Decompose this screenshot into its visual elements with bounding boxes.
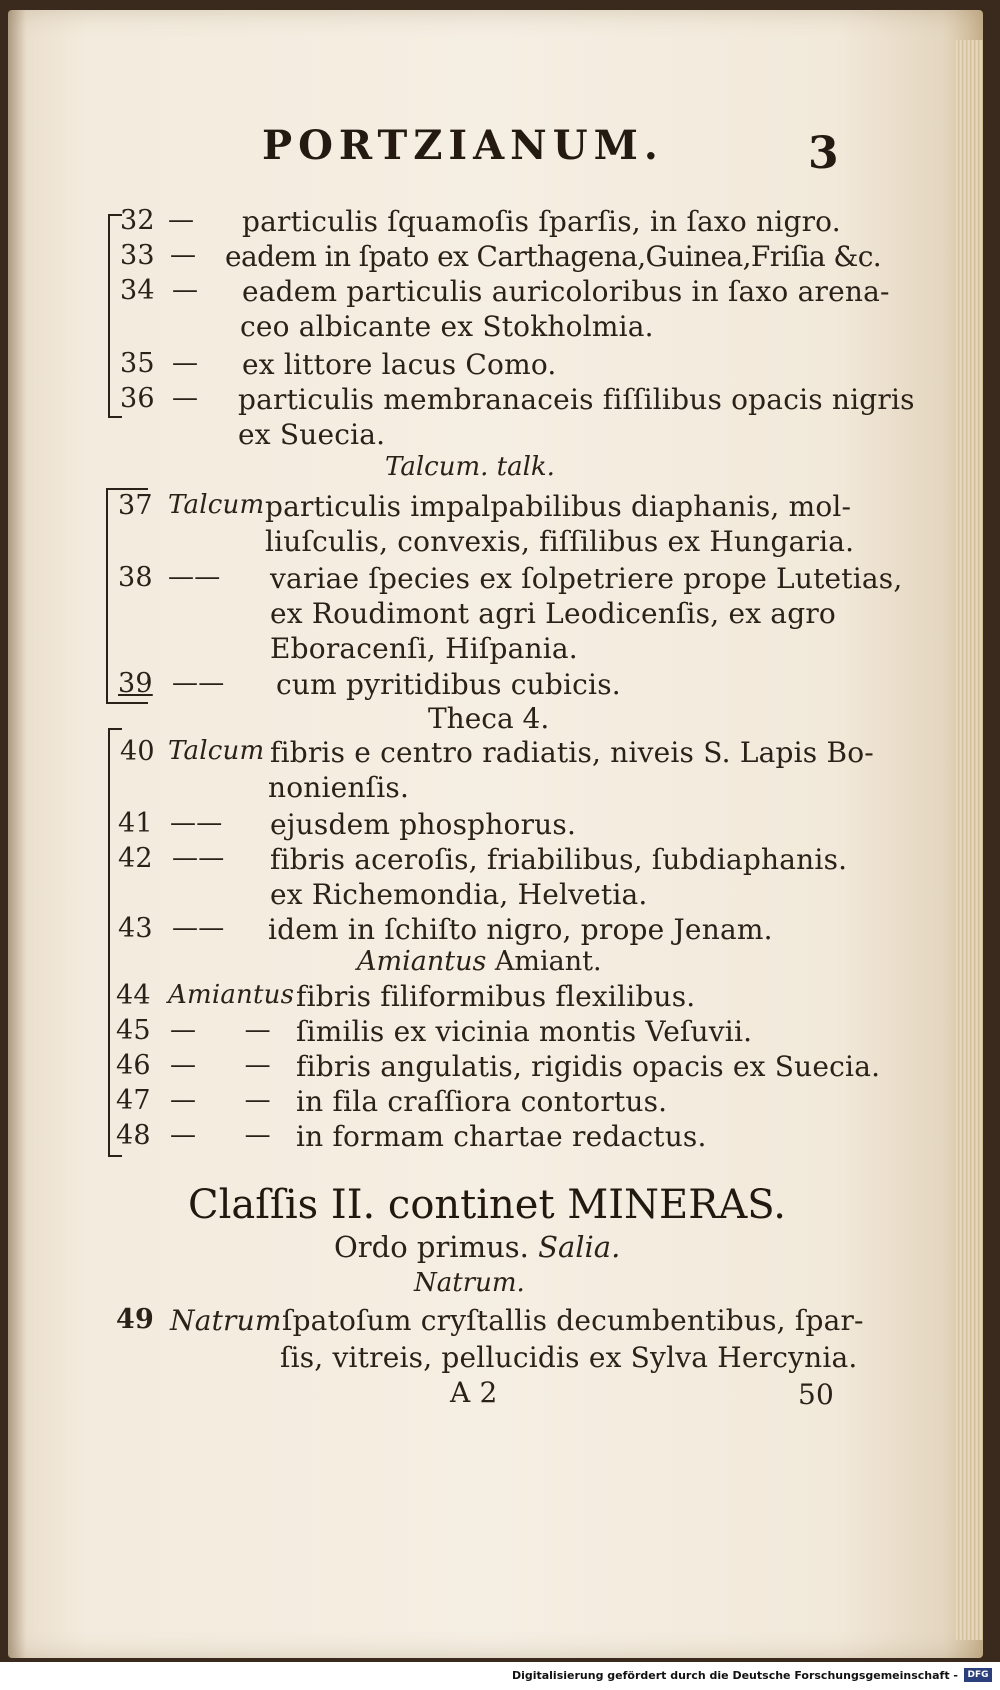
funding-notice: Digitalisierung gefördert durch die Deutsche Forschungsgemeinschaft - — [511, 1669, 958, 1682]
heading-rest: Amiant. — [486, 946, 602, 977]
entry-text-continuation: ex Richemondia, Helvetia. — [270, 878, 648, 911]
entry-text: particulis impalpabilibus diaphanis, mol- — [265, 490, 852, 523]
entry-number: 41 — [118, 808, 153, 839]
entry-dash: — — [170, 240, 197, 270]
entry-number: 42 — [118, 843, 153, 874]
entry-text: ſimilis ex vicinia montis Veſuvii. — [296, 1015, 753, 1048]
section-heading-amiantus — [357, 946, 602, 977]
entry-text: ejusdem phosphorus. — [270, 808, 577, 841]
entry-number: 36 — [120, 383, 155, 414]
entry-number: 39 — [118, 668, 153, 699]
running-header: PORTZIANUM. — [262, 122, 664, 169]
entry-text: fibris angulatis, rigidis opacis ex Suecia. — [296, 1050, 881, 1083]
entry-dash: —— — [172, 913, 225, 943]
catchword: 50 — [798, 1378, 835, 1411]
signature-mark: A 2 — [450, 1376, 498, 1409]
entry-text: ex littore lacus Como. — [242, 348, 557, 381]
entry-number: 34 — [120, 275, 155, 306]
entry-number: 43 — [118, 913, 153, 944]
entry-number: 44 — [116, 980, 151, 1011]
class-title: Claſſis II. continet MINERAS. — [188, 1182, 786, 1228]
entry-text: particulis membranaceis fiſſilibus opacis nigris — [238, 383, 915, 416]
entry-dash: — — — [170, 1015, 271, 1045]
entry-label: Natrum — [170, 1304, 282, 1337]
ordo-italic: Salia. — [538, 1230, 621, 1264]
entry-number: 47 — [116, 1085, 151, 1116]
entry-dash: — — [172, 348, 199, 378]
entry-label: Talcum — [168, 736, 265, 766]
section-heading-talcum: Talcum. talk. — [385, 452, 555, 482]
entry-dash: — — — [170, 1050, 271, 1080]
entry-text: fibris aceroſis, friabilibus, ſubdiaphanis. — [270, 843, 848, 876]
entry-text: in fila craſſiora contortus. — [296, 1085, 668, 1118]
entry-text: fibris e centro radiatis, niveis S. Lapis Bo- — [270, 736, 874, 769]
entry-dash: — — [168, 205, 195, 235]
entry-dash: —— — [168, 562, 221, 592]
entry-text-continuation: liuſculis, convexis, fiſſilibus ex Hungaria. — [265, 525, 855, 558]
subheading-natrum: Natrum. — [414, 1268, 525, 1298]
entry-text-continuation: ex Roudimont agri Leodicenſis, ex agro — [270, 597, 836, 630]
heading-italic: Amiantus — [357, 946, 487, 977]
entry-text: variae ſpecies ex ſolpetriere prope Lutetias, — [270, 562, 903, 595]
entry-number: 46 — [116, 1050, 151, 1081]
entry-text: fibris filiformibus flexilibus. — [296, 980, 696, 1013]
entry-dash: —— — [172, 843, 225, 873]
entry-dash: — — — [170, 1085, 271, 1115]
entry-dash: —— — [172, 668, 225, 698]
entry-text: eadem particulis auricoloribus in ſaxo arena- — [242, 275, 890, 308]
dfg-logo: DFG — [964, 1668, 992, 1682]
entry-label: Amiantus — [168, 980, 295, 1010]
entry-dash: — — — [170, 1120, 271, 1150]
ordo-plain: Ordo primus. — [334, 1230, 539, 1264]
entry-text: ſpatoſum cryſtallis decumbentibus, ſpar- — [282, 1304, 864, 1337]
entry-number: 49 — [116, 1304, 154, 1335]
entry-number: 48 — [116, 1120, 151, 1151]
entry-text: cum pyritidibus cubicis. — [276, 668, 621, 701]
section-heading-theca: Theca 4. — [428, 702, 550, 735]
footer-bar — [0, 1662, 1000, 1690]
entry-dash: —— — [170, 808, 223, 838]
ordo-line — [334, 1230, 620, 1264]
entry-text: idem in ſchiſto nigro, prope Jenam. — [268, 913, 773, 946]
page-number: 3 — [808, 128, 839, 179]
entry-label: Talcum — [168, 490, 265, 520]
entry-number: 40 — [120, 736, 155, 767]
entry-number: 45 — [116, 1015, 151, 1046]
entry-text: in formam chartae redactus. — [296, 1120, 707, 1153]
entry-text-continuation: nonienſis. — [268, 771, 410, 804]
entry-number: 33 — [120, 240, 155, 271]
entry-dash: — — [172, 383, 199, 413]
entry-number: 37 — [118, 490, 153, 521]
entry-text: eadem in ſpato ex Carthagena,Guinea,Friſia &c. — [225, 240, 882, 273]
spine-shadow — [8, 10, 26, 1658]
entry-text-continuation: Eboracenſi, Hiſpania. — [270, 632, 578, 665]
entry-number: 32 — [120, 205, 155, 236]
entry-text-continuation: ceo albicante ex Stokholmia. — [240, 310, 654, 343]
entry-text: particulis ſquamoſis ſparſis, in ſaxo nigro. — [242, 205, 841, 238]
entry-number: 35 — [120, 348, 155, 379]
page-edge — [955, 40, 983, 1640]
entry-number: 38 — [118, 562, 153, 593]
entry-text-continuation: ex Suecia. — [238, 418, 386, 451]
entry-dash: — — [172, 275, 199, 305]
entry-text-continuation: ſis, vitreis, pellucidis ex Sylva Hercynia. — [280, 1341, 858, 1374]
